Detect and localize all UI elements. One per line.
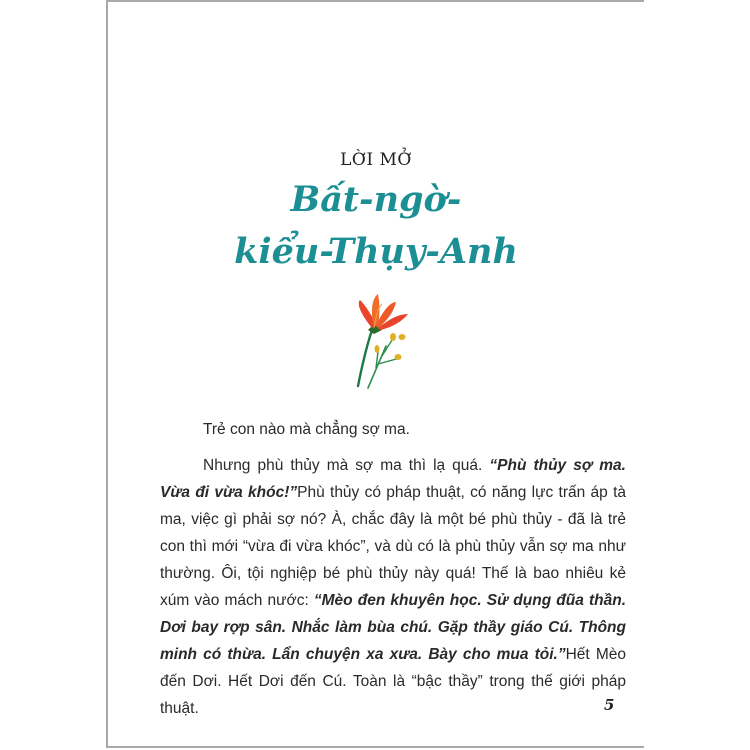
paragraph-2-quote-2: “Mèo đen khuyên học. Sử dụng đũa thần. Dơi bay rợp sân. Nhắc làm bùa chú. Gặp thầy giáo Cú. Thông minh có thừa. Lẩn chuyện xa xưa. Bày cho mua tỏi.” bbox=[160, 592, 626, 663]
paragraph-1-text: Trẻ con nào mà chẳng sợ ma. bbox=[203, 421, 410, 438]
chapter-title bbox=[108, 174, 644, 278]
paragraph-2-quote-1: “Phù thủy sợ ma. Vừa đi vừa khóc!” bbox=[160, 457, 626, 501]
paragraph-2-text-3: Hết Mèo đến Dơi. Hết Dơi đến Cú. Toàn là “bậc thầy” trong thế giới pháp thuật. bbox=[160, 646, 626, 717]
chapter-title-line-1: Bất-ngờ- bbox=[290, 179, 462, 220]
body-text bbox=[160, 416, 626, 731]
paragraph-2-text-1: Nhưng phù thủy mà sợ ma thì lạ quá. bbox=[203, 457, 490, 474]
paragraph-2 bbox=[160, 452, 626, 722]
book-page bbox=[106, 0, 644, 748]
paragraph-2-text-2: Phù thủy có pháp thuật, có năng lực trấn áp tà ma, việc gì phải sợ nó? À, chắc đây là một bé phù thủy - đã là trẻ con thì mới “vừa đi vừa khóc”, và dù có là phù thủy vẫn sợ ma như thường. Ôi, tội nghiệp bé phù thủy này quá! Thế là bao nhiêu kẻ xúm vào mách nước: bbox=[160, 484, 626, 609]
chapter-title-line-2: kiểu-Thụy-Anh bbox=[234, 231, 518, 272]
paragraph-1 bbox=[160, 416, 626, 443]
flower-illustration-icon bbox=[336, 286, 420, 390]
page-number: 5 bbox=[604, 696, 615, 714]
chapter-label: LỜI MỞ bbox=[340, 150, 412, 170]
